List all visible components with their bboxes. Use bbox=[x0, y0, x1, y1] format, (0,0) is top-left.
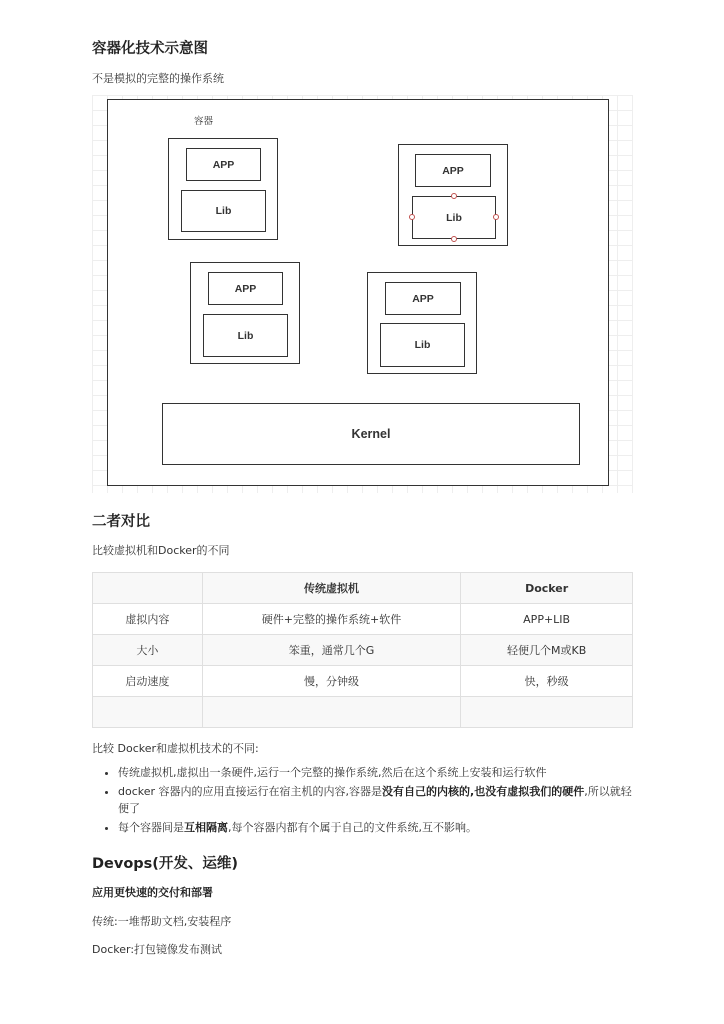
table-cell: 快，秒级 bbox=[461, 666, 633, 697]
comparison-table bbox=[92, 572, 633, 728]
table-cell: 慢，分钟级 bbox=[202, 666, 460, 697]
selection-handle-left bbox=[409, 214, 415, 220]
table-header-cell bbox=[93, 573, 203, 604]
table-cell bbox=[202, 697, 460, 728]
heading-containerization-diagram: 容器化技术示意图 bbox=[92, 41, 208, 57]
table-header-cell: Docker bbox=[461, 573, 633, 604]
table-cell: 启动速度 bbox=[93, 666, 203, 697]
table-row bbox=[93, 635, 633, 666]
app-box-3: APP bbox=[208, 272, 283, 305]
list-item bbox=[118, 783, 633, 817]
heading-comparison: 二者对比 bbox=[92, 514, 150, 530]
list-item-text: docker 容器内的应用直接运行在宿主机的内容,容器是 bbox=[118, 785, 383, 798]
table-header-cell: 传统虚拟机 bbox=[202, 573, 460, 604]
list-item-bold: 互相隔离 bbox=[184, 821, 228, 834]
table-row-empty bbox=[93, 697, 633, 728]
lib-box-3: Lib bbox=[203, 314, 288, 357]
table-header-row bbox=[93, 573, 633, 604]
list-item bbox=[118, 764, 633, 781]
lib-box-2: Lib bbox=[412, 196, 496, 239]
list-item-text: ,所以就轻便了 bbox=[118, 785, 632, 815]
list-item-bold: 没有自己的内核的,也没有虚拟我们的硬件 bbox=[382, 785, 585, 798]
table-cell: APP+LIB bbox=[461, 604, 633, 635]
subheading-faster-delivery: 应用更快速的交付和部署 bbox=[92, 886, 213, 899]
kernel-box: Kernel bbox=[162, 403, 580, 465]
table-cell bbox=[93, 697, 203, 728]
list-item-text: ,每个容器内都有个属于自己的文件系统,互不影响。 bbox=[228, 821, 477, 834]
app-box-1: APP bbox=[186, 148, 261, 181]
table-cell: 笨重，通常几个G bbox=[202, 635, 460, 666]
table-row bbox=[93, 604, 633, 635]
difference-list bbox=[92, 764, 633, 838]
table-cell: 硬件+完整的操作系统+软件 bbox=[202, 604, 460, 635]
table-cell: 轻便几个M或KB bbox=[461, 635, 633, 666]
lib-box-4: Lib bbox=[380, 323, 465, 367]
selection-handle-top bbox=[451, 193, 457, 199]
paragraph-compare-vm-docker: 比较虚拟机和Docker的不同 bbox=[92, 544, 230, 557]
paragraph-docker: Docker:打包镜像发布测试 bbox=[92, 943, 223, 956]
selection-handle-bottom bbox=[451, 236, 457, 242]
container-label: 容器 bbox=[194, 116, 214, 127]
paragraph-traditional: 传统:一堆帮助文档,安装程序 bbox=[92, 915, 232, 928]
lib-box-1: Lib bbox=[181, 190, 266, 232]
list-item bbox=[118, 819, 633, 836]
table-row bbox=[93, 666, 633, 697]
paragraph-not-simulated-os: 不是模拟的完整的操作系统 bbox=[92, 72, 224, 85]
paragraph-diff-intro: 比较 Docker和虚拟机技术的不同: bbox=[92, 742, 259, 755]
app-box-2: APP bbox=[415, 154, 491, 187]
table-cell: 虚拟内容 bbox=[93, 604, 203, 635]
app-box-4: APP bbox=[385, 282, 461, 315]
list-item-text: 传统虚拟机,虚拟出一条硬件,运行一个完整的操作系统,然后在这个系统上安装和运行软件 bbox=[118, 766, 547, 779]
list-item-text: 每个容器间是 bbox=[118, 821, 184, 834]
table-cell: 大小 bbox=[93, 635, 203, 666]
table-cell bbox=[461, 697, 633, 728]
selection-handle-right bbox=[493, 214, 499, 220]
containerization-diagram bbox=[92, 95, 633, 493]
heading-devops: Devops(开发、运维) bbox=[92, 856, 239, 872]
